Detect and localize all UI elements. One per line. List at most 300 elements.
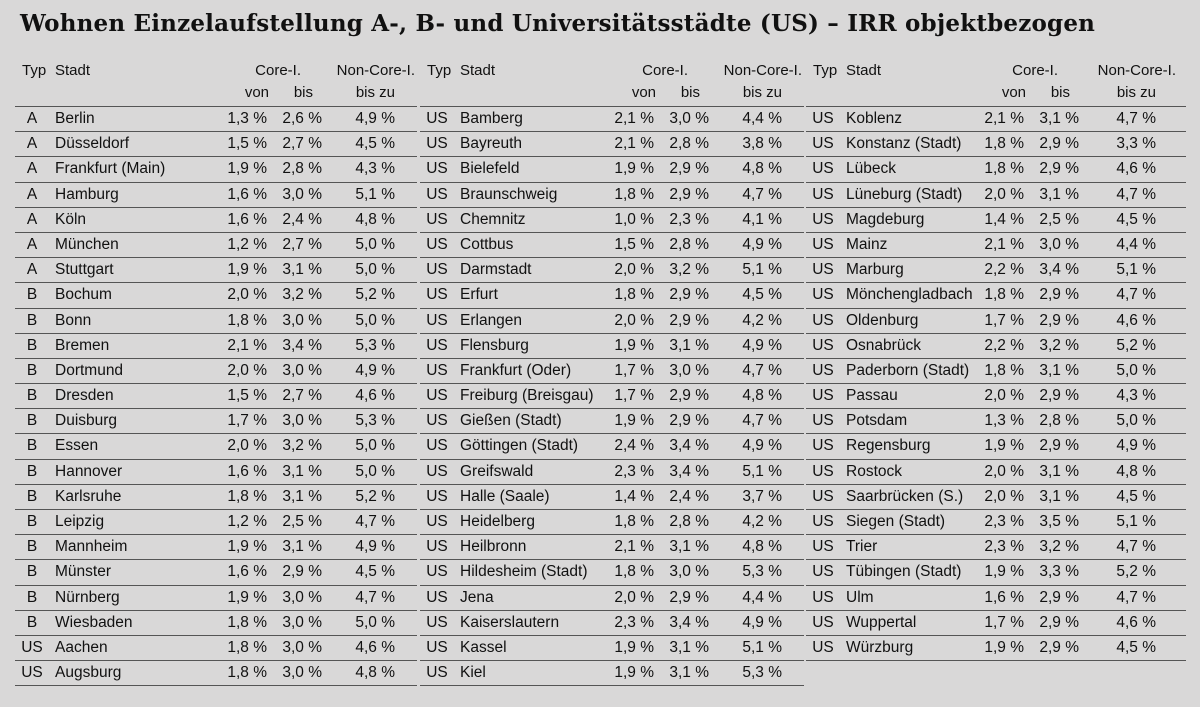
- cell-typ: US: [426, 437, 448, 455]
- cell-typ: US: [812, 387, 834, 405]
- irr-table-1: [15, 60, 417, 686]
- cell-core-von: 1,8 %: [614, 513, 654, 530]
- cell-non-core-bis-zu: 4,9 %: [742, 235, 782, 253]
- table-row: [806, 308, 1186, 333]
- cell-core-bis: 3,0 %: [282, 412, 322, 430]
- cell-core-von: 2,3 %: [614, 462, 654, 480]
- table-body: [806, 106, 1186, 661]
- cell-non-core-bis-zu: 5,2 %: [1116, 336, 1156, 354]
- header-von: von: [631, 84, 656, 101]
- cell-core-bis: 2,9 %: [1039, 588, 1079, 606]
- cell-stadt: Konstanz (Stadt): [846, 135, 962, 153]
- table-row: [806, 509, 1186, 534]
- cell-core-von: 1,7 %: [227, 412, 267, 430]
- cell-core-von: 1,8 %: [984, 361, 1024, 379]
- cell-core-von: 2,0 %: [984, 462, 1024, 480]
- cell-core-bis: 2,9 %: [1039, 286, 1079, 304]
- cell-non-core-bis-zu: 4,7 %: [355, 588, 395, 606]
- header-stadt: Stadt: [460, 62, 496, 79]
- cell-core-bis: 2,9 %: [669, 286, 709, 304]
- cell-core-von: 1,9 %: [984, 437, 1024, 455]
- cell-stadt: Erfurt: [460, 286, 498, 304]
- cell-typ: A: [26, 210, 38, 228]
- cell-core-bis: 2,9 %: [669, 311, 709, 329]
- cell-non-core-bis-zu: 5,2 %: [1116, 563, 1156, 581]
- cell-non-core-bis-zu: 4,7 %: [742, 185, 782, 203]
- cell-non-core-bis-zu: 4,7 %: [355, 513, 395, 530]
- cell-typ: B: [26, 613, 38, 631]
- cell-typ: US: [812, 286, 834, 304]
- cell-typ: US: [812, 412, 834, 430]
- cell-non-core-bis-zu: 4,7 %: [1116, 588, 1156, 606]
- cell-typ: B: [26, 311, 38, 329]
- cell-typ: US: [426, 261, 448, 279]
- table-row: [420, 585, 804, 610]
- cell-core-von: 1,2 %: [227, 235, 267, 253]
- table-row: [806, 257, 1186, 282]
- irr-table-3: [806, 60, 1186, 661]
- table-row: [806, 459, 1186, 484]
- cell-core-bis: 3,1 %: [669, 336, 709, 354]
- table-row: [420, 207, 804, 232]
- cell-stadt: Mainz: [846, 235, 888, 253]
- table-row: [420, 459, 804, 484]
- cell-non-core-bis-zu: 4,5 %: [1116, 210, 1156, 228]
- cell-core-von: 2,0 %: [614, 311, 654, 329]
- cell-stadt: Dortmund: [55, 361, 124, 379]
- cell-core-von: 1,8 %: [227, 613, 267, 631]
- cell-stadt: Bonn: [55, 311, 92, 329]
- cell-non-core-bis-zu: 4,3 %: [1116, 387, 1156, 405]
- cell-stadt: Wiesbaden: [55, 613, 133, 631]
- cell-non-core-bis-zu: 4,5 %: [1116, 487, 1156, 505]
- cell-typ: US: [426, 462, 448, 480]
- cell-core-bis: 3,2 %: [1039, 538, 1079, 556]
- cell-non-core-bis-zu: 4,9 %: [742, 437, 782, 455]
- cell-core-von: 1,8 %: [227, 664, 267, 682]
- table-row: [15, 383, 417, 408]
- cell-typ: B: [26, 336, 38, 354]
- table-row: [806, 333, 1186, 358]
- header-core: Core-I.: [1012, 62, 1058, 79]
- header-core: Core-I.: [255, 62, 301, 79]
- cell-non-core-bis-zu: 4,7 %: [742, 361, 782, 379]
- header-bis: bis: [293, 84, 313, 101]
- cell-core-bis: 3,2 %: [1039, 336, 1079, 354]
- cell-stadt: Saarbrücken (S.): [846, 487, 964, 505]
- cell-typ: B: [26, 538, 38, 556]
- cell-core-bis: 2,6 %: [282, 110, 322, 127]
- table-row: [806, 585, 1186, 610]
- cell-core-von: 1,8 %: [227, 487, 267, 505]
- cell-core-von: 2,3 %: [614, 613, 654, 631]
- cell-core-von: 1,9 %: [614, 664, 654, 682]
- cell-core-von: 2,3 %: [984, 513, 1024, 530]
- table-row: [15, 358, 417, 383]
- cell-non-core-bis-zu: 4,4 %: [742, 110, 782, 127]
- cell-typ: A: [26, 185, 38, 203]
- cell-stadt: Heidelberg: [460, 513, 535, 530]
- cell-core-von: 1,4 %: [984, 210, 1024, 228]
- table-row: [806, 484, 1186, 509]
- cell-stadt: Darmstadt: [460, 261, 532, 279]
- cell-non-core-bis-zu: 5,3 %: [355, 412, 395, 430]
- table-row: [420, 509, 804, 534]
- table-row: [15, 131, 417, 156]
- cell-non-core-bis-zu: 5,0 %: [355, 462, 395, 480]
- header-von: von: [1001, 84, 1026, 101]
- cell-typ: US: [21, 664, 43, 682]
- cell-stadt: Leipzig: [55, 513, 105, 530]
- table-row: [420, 635, 804, 660]
- cell-core-bis: 3,1 %: [1039, 110, 1079, 127]
- header-non-core: Non-Core-I.: [723, 62, 802, 79]
- cell-stadt: Münster: [55, 563, 111, 581]
- cell-stadt: Hannover: [55, 462, 123, 480]
- cell-core-von: 1,8 %: [614, 286, 654, 304]
- cell-core-bis: 3,1 %: [1039, 462, 1079, 480]
- cell-typ: US: [426, 361, 448, 379]
- header-typ: Typ: [813, 62, 838, 79]
- cell-core-von: 2,0 %: [227, 437, 267, 455]
- cell-stadt: Hamburg: [55, 185, 119, 203]
- cell-core-von: 1,9 %: [984, 638, 1024, 656]
- cell-typ: US: [812, 437, 834, 455]
- cell-non-core-bis-zu: 4,5 %: [355, 135, 395, 153]
- cell-typ: US: [812, 513, 834, 530]
- cell-stadt: Cottbus: [460, 235, 514, 253]
- table-row: [420, 408, 804, 433]
- cell-non-core-bis-zu: 5,0 %: [355, 235, 395, 253]
- cell-core-von: 2,2 %: [984, 261, 1024, 279]
- cell-stadt: Nürnberg: [55, 588, 120, 606]
- header-bis: bis: [1050, 84, 1070, 101]
- cell-core-von: 1,6 %: [984, 588, 1024, 606]
- cell-core-bis: 3,1 %: [669, 538, 709, 556]
- cell-stadt: Lübeck: [846, 160, 896, 178]
- table-row: [806, 207, 1186, 232]
- table-row: [420, 182, 804, 207]
- cell-typ: US: [812, 261, 834, 279]
- cell-core-bis: 2,8 %: [669, 235, 709, 253]
- cell-core-bis: 3,0 %: [669, 110, 709, 127]
- cell-stadt: Köln: [55, 210, 87, 228]
- table-row: [420, 358, 804, 383]
- cell-core-von: 2,0 %: [984, 185, 1024, 203]
- cell-non-core-bis-zu: 5,0 %: [355, 613, 395, 631]
- cell-core-von: 1,0 %: [614, 210, 654, 228]
- cell-core-bis: 2,9 %: [669, 185, 709, 203]
- cell-non-core-bis-zu: 4,9 %: [355, 538, 395, 556]
- cell-typ: B: [26, 588, 38, 606]
- cell-non-core-bis-zu: 5,3 %: [742, 563, 782, 581]
- cell-non-core-bis-zu: 4,9 %: [742, 336, 782, 354]
- cell-typ: B: [26, 487, 38, 505]
- cell-stadt: Bielefeld: [460, 160, 520, 178]
- table-row: [806, 156, 1186, 181]
- cell-core-bis: 2,9 %: [1039, 160, 1079, 178]
- cell-core-bis: 3,0 %: [1039, 235, 1079, 253]
- table-row: [15, 484, 417, 509]
- table-row: [15, 408, 417, 433]
- cell-typ: A: [26, 110, 38, 127]
- cell-non-core-bis-zu: 4,6 %: [355, 638, 395, 656]
- cell-core-bis: 2,7 %: [282, 135, 322, 153]
- cell-stadt: Potsdam: [846, 412, 908, 430]
- cell-non-core-bis-zu: 5,0 %: [355, 437, 395, 455]
- cell-typ: A: [26, 135, 38, 153]
- table-row: [15, 635, 417, 660]
- cell-core-von: 1,8 %: [984, 135, 1024, 153]
- table-row: [15, 509, 417, 534]
- header-non-core: Non-Core-I.: [1097, 62, 1176, 79]
- cell-core-bis: 3,1 %: [282, 487, 322, 505]
- table-row: [15, 534, 417, 559]
- header-bis-zu: bis zu: [355, 84, 395, 101]
- cell-core-bis: 3,1 %: [282, 538, 322, 556]
- table-body: [420, 106, 804, 686]
- cell-core-von: 1,9 %: [227, 160, 267, 178]
- cell-stadt: Göttingen (Stadt): [460, 437, 579, 455]
- cell-typ: US: [426, 538, 448, 556]
- cell-core-von: 2,1 %: [984, 110, 1024, 127]
- cell-core-von: 1,8 %: [984, 286, 1024, 304]
- table-row: [15, 257, 417, 282]
- cell-non-core-bis-zu: 4,4 %: [742, 588, 782, 606]
- table-row: [420, 660, 804, 686]
- cell-core-von: 2,0 %: [984, 487, 1024, 505]
- table-row: [806, 358, 1186, 383]
- cell-core-bis: 2,7 %: [282, 387, 322, 405]
- cell-core-bis: 3,0 %: [282, 664, 322, 682]
- cell-non-core-bis-zu: 4,8 %: [742, 538, 782, 556]
- cell-stadt: Berlin: [55, 110, 95, 127]
- table-row: [15, 610, 417, 635]
- cell-stadt: Bremen: [55, 336, 110, 354]
- cell-typ: US: [426, 513, 448, 530]
- cell-core-von: 2,0 %: [984, 387, 1024, 405]
- cell-typ: B: [26, 387, 38, 405]
- cell-non-core-bis-zu: 4,2 %: [742, 513, 782, 530]
- cell-stadt: Frankfurt (Oder): [460, 361, 572, 379]
- table-row: [15, 156, 417, 181]
- cell-core-von: 1,8 %: [227, 638, 267, 656]
- cell-core-von: 1,6 %: [227, 563, 267, 581]
- cell-typ: US: [426, 638, 448, 656]
- cell-stadt: Aachen: [55, 638, 108, 656]
- table-row: [420, 333, 804, 358]
- cell-typ: B: [26, 513, 38, 530]
- cell-stadt: Regensburg: [846, 437, 931, 455]
- cell-core-von: 2,0 %: [227, 361, 267, 379]
- cell-typ: US: [426, 588, 448, 606]
- cell-stadt: Duisburg: [55, 412, 118, 430]
- table-row: [806, 282, 1186, 307]
- cell-stadt: Düsseldorf: [55, 135, 130, 153]
- cell-stadt: Bamberg: [460, 110, 523, 127]
- cell-core-von: 1,2 %: [227, 513, 267, 530]
- cell-stadt: Bochum: [55, 286, 112, 304]
- cell-non-core-bis-zu: 5,3 %: [355, 336, 395, 354]
- table-row: [806, 433, 1186, 458]
- cell-typ: US: [426, 412, 448, 430]
- cell-core-von: 2,0 %: [227, 286, 267, 304]
- cell-core-bis: 3,4 %: [1039, 261, 1079, 279]
- cell-core-von: 1,9 %: [227, 261, 267, 279]
- cell-non-core-bis-zu: 4,7 %: [742, 412, 782, 430]
- cell-non-core-bis-zu: 4,7 %: [1116, 185, 1156, 203]
- cell-typ: US: [812, 588, 834, 606]
- cell-core-von: 2,2 %: [984, 336, 1024, 354]
- cell-core-bis: 3,0 %: [282, 613, 322, 631]
- cell-core-von: 1,8 %: [984, 160, 1024, 178]
- cell-stadt: Tübingen (Stadt): [846, 563, 962, 581]
- cell-core-bis: 2,8 %: [1039, 412, 1079, 430]
- cell-non-core-bis-zu: 4,5 %: [1116, 638, 1156, 656]
- cell-core-bis: 2,8 %: [282, 160, 322, 178]
- cell-core-bis: 2,3 %: [669, 210, 709, 228]
- cell-non-core-bis-zu: 4,1 %: [742, 210, 782, 228]
- cell-stadt: Marburg: [846, 261, 904, 279]
- cell-core-bis: 3,5 %: [1039, 513, 1079, 530]
- cell-typ: US: [812, 613, 834, 631]
- cell-core-von: 1,4 %: [614, 487, 654, 505]
- header-stadt: Stadt: [55, 62, 91, 79]
- cell-core-bis: 2,8 %: [669, 513, 709, 530]
- table-row: [420, 106, 804, 131]
- cell-stadt: Ulm: [846, 588, 874, 606]
- cell-typ: US: [426, 110, 448, 127]
- cell-core-bis: 3,2 %: [282, 286, 322, 304]
- cell-core-von: 1,5 %: [227, 135, 267, 153]
- cell-typ: A: [26, 235, 38, 253]
- cell-typ: US: [426, 210, 448, 228]
- cell-core-von: 1,5 %: [614, 235, 654, 253]
- table-row: [806, 610, 1186, 635]
- table-row: [806, 383, 1186, 408]
- cell-non-core-bis-zu: 4,3 %: [355, 160, 395, 178]
- table-row: [420, 610, 804, 635]
- cell-core-bis: 2,5 %: [1039, 210, 1079, 228]
- cell-core-von: 1,9 %: [227, 588, 267, 606]
- table-row: [420, 257, 804, 282]
- cell-typ: US: [812, 110, 834, 127]
- cell-core-bis: 2,9 %: [282, 563, 322, 581]
- table-row: [806, 232, 1186, 257]
- cell-stadt: Essen: [55, 437, 99, 455]
- cell-stadt: Würzburg: [846, 638, 914, 656]
- cell-non-core-bis-zu: 5,1 %: [742, 462, 782, 480]
- cell-stadt: Braunschweig: [460, 185, 558, 203]
- cell-non-core-bis-zu: 4,5 %: [355, 563, 395, 581]
- cell-core-bis: 3,1 %: [282, 462, 322, 480]
- cell-stadt: Trier: [846, 538, 878, 556]
- table-row: [420, 559, 804, 584]
- cell-core-von: 1,9 %: [614, 638, 654, 656]
- table-row: [15, 660, 417, 686]
- cell-non-core-bis-zu: 4,6 %: [1116, 613, 1156, 631]
- cell-typ: US: [426, 613, 448, 631]
- table-row: [806, 182, 1186, 207]
- cell-non-core-bis-zu: 4,8 %: [1116, 462, 1156, 480]
- cell-non-core-bis-zu: 4,2 %: [742, 311, 782, 329]
- cell-core-bis: 2,9 %: [669, 588, 709, 606]
- header-typ: Typ: [22, 62, 47, 79]
- cell-core-von: 1,8 %: [614, 563, 654, 581]
- cell-stadt: Wuppertal: [846, 613, 917, 631]
- cell-non-core-bis-zu: 4,9 %: [742, 613, 782, 631]
- cell-non-core-bis-zu: 5,0 %: [355, 311, 395, 329]
- cell-core-von: 1,7 %: [984, 311, 1024, 329]
- cell-non-core-bis-zu: 5,1 %: [355, 185, 395, 203]
- cell-core-bis: 3,3 %: [1039, 563, 1079, 581]
- cell-typ: B: [26, 412, 38, 430]
- table-row: [420, 383, 804, 408]
- header-von: von: [244, 84, 269, 101]
- cell-core-bis: 3,0 %: [282, 588, 322, 606]
- cell-stadt: Mönchengladbach: [846, 286, 973, 304]
- cell-core-von: 2,1 %: [614, 110, 654, 127]
- cell-stadt: Passau: [846, 387, 898, 405]
- cell-core-bis: 3,4 %: [669, 462, 709, 480]
- table-row: [15, 282, 417, 307]
- cell-stadt: Chemnitz: [460, 210, 526, 228]
- cell-stadt: Frankfurt (Main): [55, 160, 166, 178]
- cell-stadt: Freiburg (Breisgau): [460, 387, 594, 405]
- cell-core-bis: 2,7 %: [282, 235, 322, 253]
- header-core: Core-I.: [642, 62, 688, 79]
- cell-core-von: 1,7 %: [984, 613, 1024, 631]
- cell-core-bis: 2,9 %: [1039, 638, 1079, 656]
- header-bis: bis: [680, 84, 700, 101]
- cell-typ: B: [26, 563, 38, 581]
- cell-core-von: 1,9 %: [614, 336, 654, 354]
- cell-core-bis: 3,4 %: [669, 437, 709, 455]
- table-row: [15, 585, 417, 610]
- cell-core-bis: 3,4 %: [669, 613, 709, 631]
- cell-core-von: 1,6 %: [227, 210, 267, 228]
- cell-non-core-bis-zu: 5,2 %: [355, 286, 395, 304]
- cell-core-von: 2,1 %: [984, 235, 1024, 253]
- cell-core-bis: 3,2 %: [669, 261, 709, 279]
- cell-non-core-bis-zu: 4,4 %: [1116, 235, 1156, 253]
- cell-core-von: 2,4 %: [614, 437, 654, 455]
- cell-core-von: 2,3 %: [984, 538, 1024, 556]
- table-row: [420, 484, 804, 509]
- table-row: [15, 459, 417, 484]
- cell-core-bis: 3,0 %: [282, 361, 322, 379]
- cell-typ: B: [26, 361, 38, 379]
- cell-non-core-bis-zu: 5,1 %: [1116, 261, 1156, 279]
- cell-stadt: Bayreuth: [460, 135, 523, 153]
- cell-typ: US: [812, 538, 834, 556]
- table-row: [420, 131, 804, 156]
- table-row: [15, 433, 417, 458]
- cell-stadt: Flensburg: [460, 336, 529, 354]
- cell-core-bis: 3,1 %: [1039, 361, 1079, 379]
- cell-stadt: Karlsruhe: [55, 487, 122, 505]
- table-row: [15, 333, 417, 358]
- cell-core-von: 2,0 %: [614, 588, 654, 606]
- cell-core-von: 1,5 %: [227, 387, 267, 405]
- table-row: [420, 433, 804, 458]
- cell-stadt: Osnabrück: [846, 336, 921, 354]
- table-row: [15, 308, 417, 333]
- cell-non-core-bis-zu: 4,6 %: [355, 387, 395, 405]
- page-title: Wohnen Einzelaufstellung A-, B- und Universitätsstädte (US) – IRR objektbezogen: [20, 10, 1096, 37]
- cell-core-bis: 2,9 %: [1039, 387, 1079, 405]
- header-bis-zu: bis zu: [742, 84, 782, 101]
